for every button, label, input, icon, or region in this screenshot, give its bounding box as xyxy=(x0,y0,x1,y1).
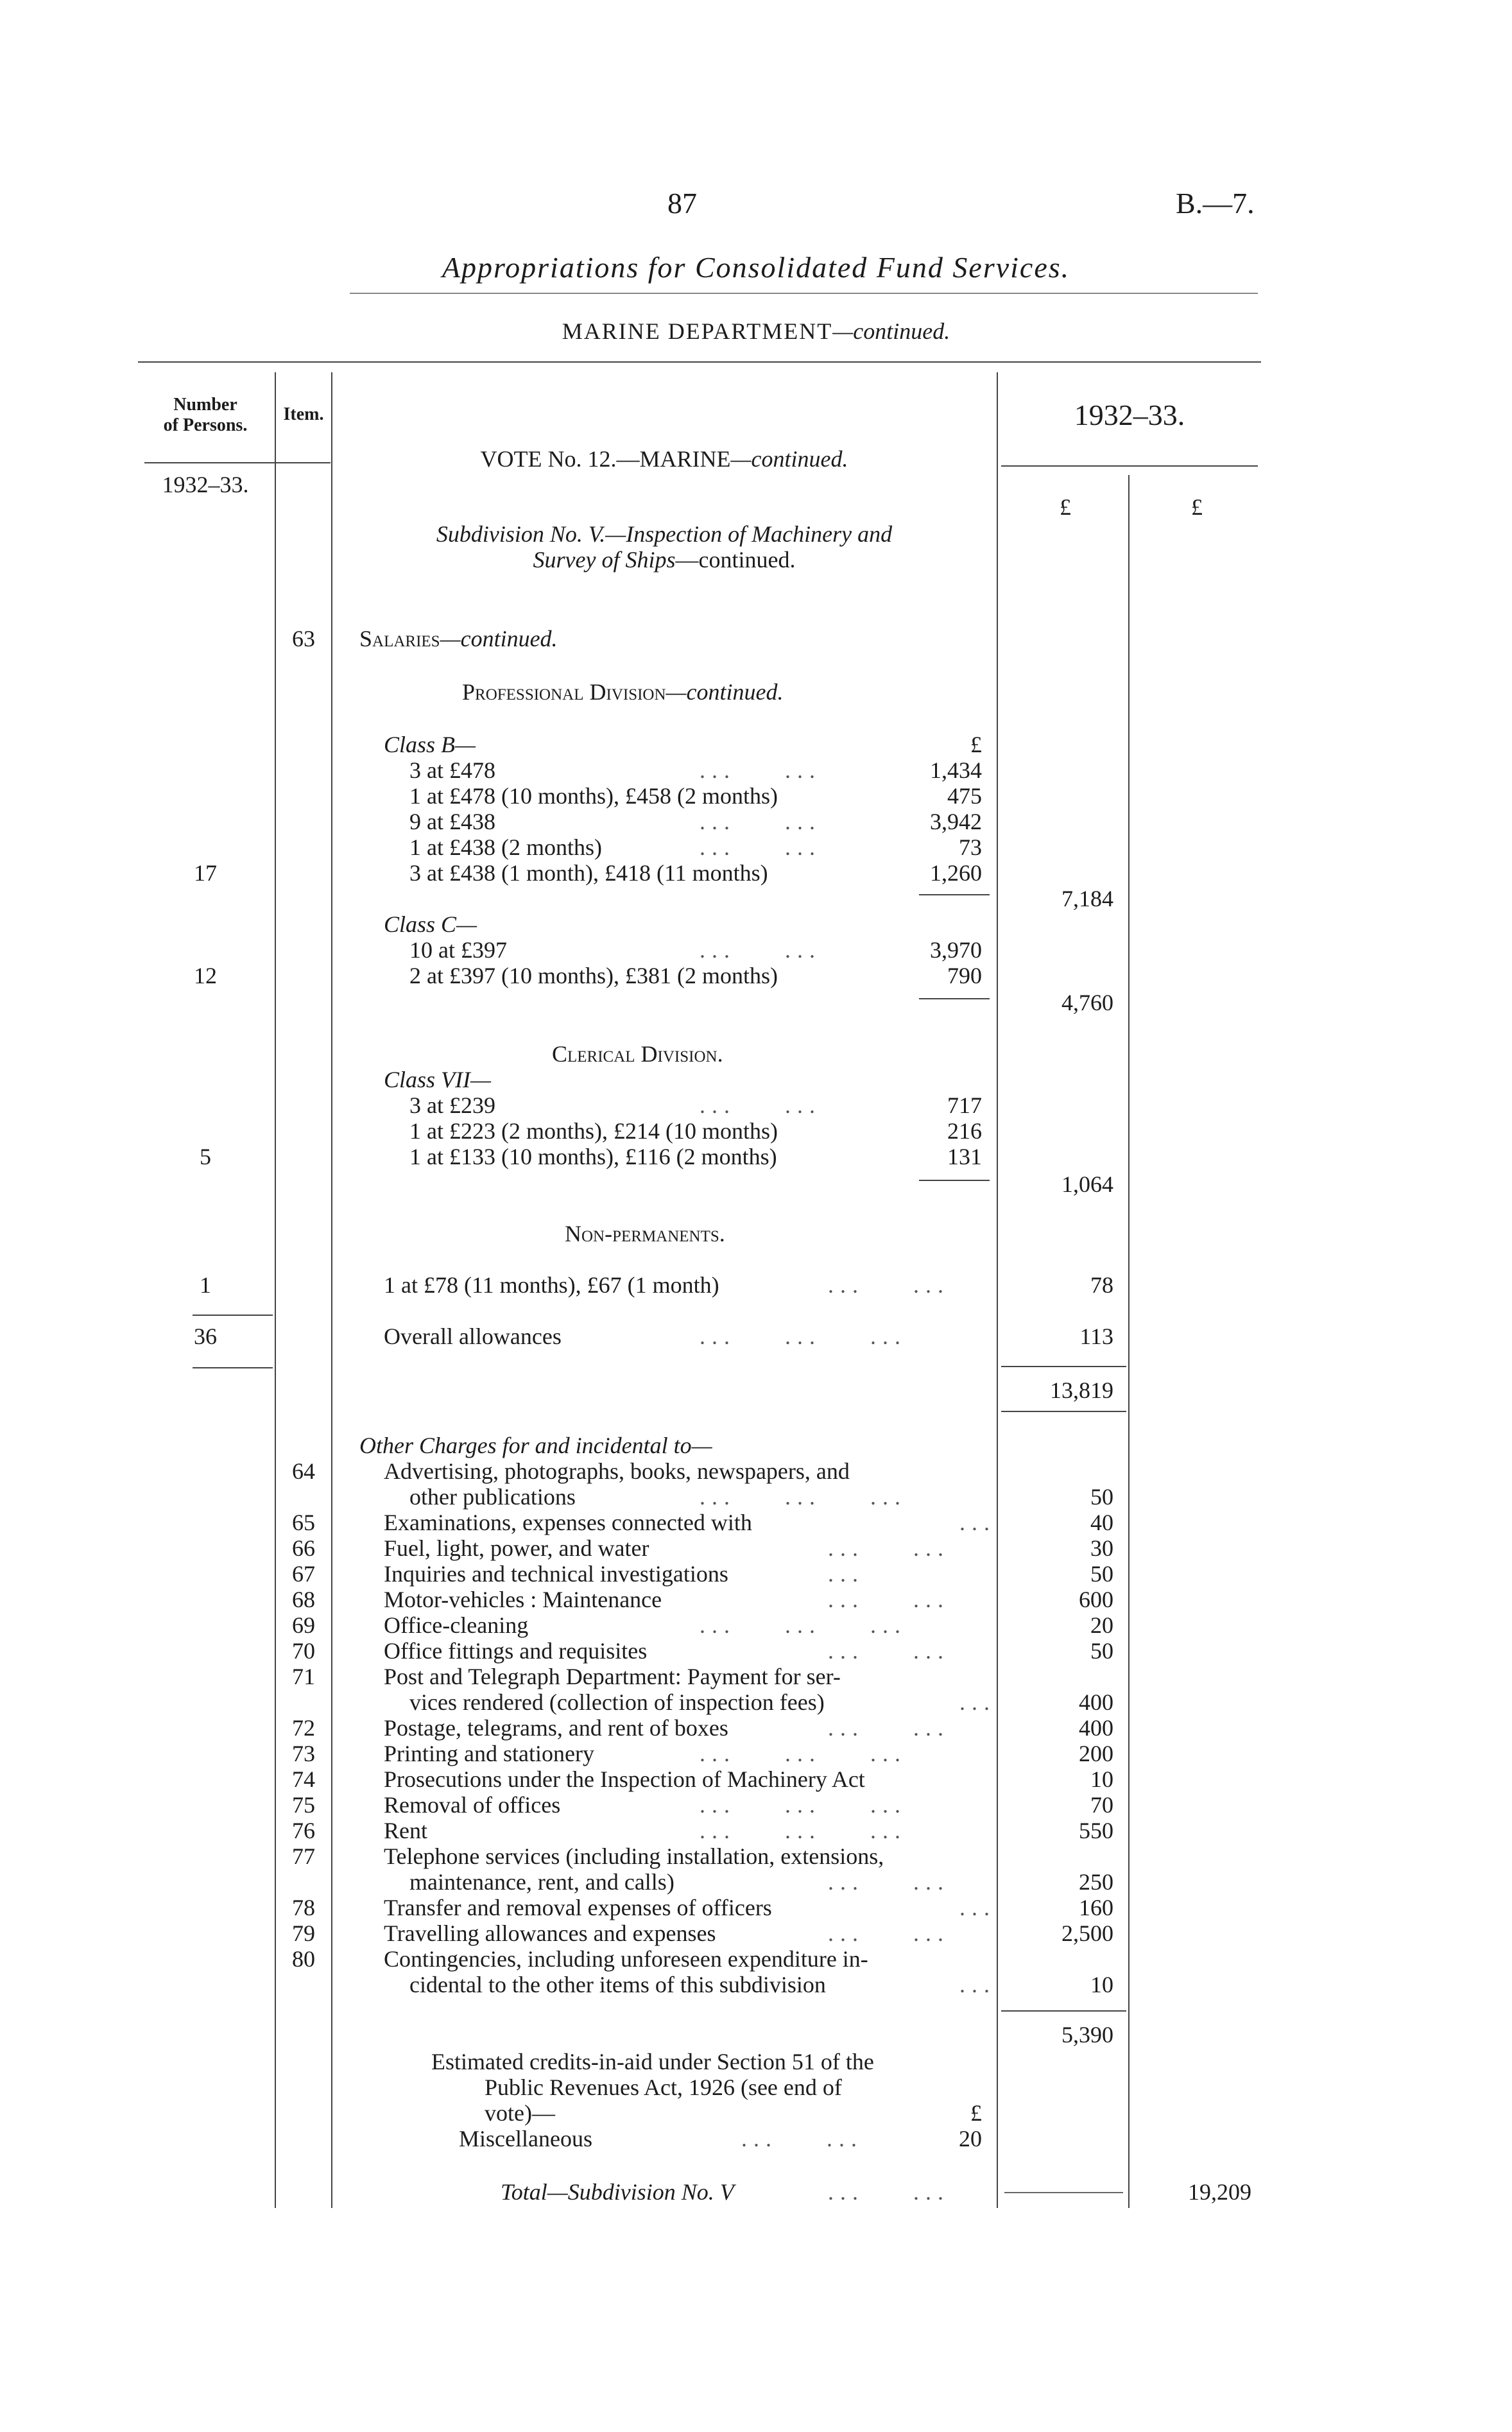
leader-dots: ... xyxy=(959,1972,996,1997)
charge-amount: 2,500 xyxy=(1061,1920,1113,1946)
item-number: 76 xyxy=(292,1818,315,1843)
charge-line: Contingencies, including unforeseen expenditure in- xyxy=(384,1946,868,1972)
leader-dots: ... ... ... xyxy=(700,1792,907,1818)
salary-line: 3 at £438 (1 month), £418 (11 months) xyxy=(409,860,768,886)
persons-head-rule xyxy=(144,462,331,463)
leader-dots: ... ... xyxy=(828,1920,950,1946)
page-number: 87 xyxy=(667,187,697,220)
estimate-year-header: 1932–33. xyxy=(1074,399,1185,431)
class-vii-label: Class VII— xyxy=(384,1067,492,1092)
salary-line: 3 at £478 xyxy=(409,757,495,783)
leader-dots: ... ... xyxy=(700,1092,821,1118)
subtotal-rule xyxy=(919,894,990,895)
class-vii-total: 1,064 xyxy=(1061,1171,1113,1197)
item-number: 63 xyxy=(292,626,315,651)
persons-count: 1 xyxy=(200,1272,211,1298)
charge-line-continued: other publications xyxy=(409,1484,576,1510)
salary-amount: 475 xyxy=(947,783,982,809)
desc-amount-divider xyxy=(997,372,998,2208)
other-charges-total-rule xyxy=(1001,2010,1126,2012)
charge-line: Printing and stationery xyxy=(384,1741,594,1766)
title-rule xyxy=(350,293,1258,294)
pound-symbol: £ xyxy=(970,2100,982,2126)
item-number: 75 xyxy=(292,1792,315,1818)
persons-count: 5 xyxy=(200,1144,211,1169)
charge-amount: 550 xyxy=(1079,1818,1113,1843)
other-charges-total: 5,390 xyxy=(1061,2022,1113,2048)
charge-line: Office-cleaning xyxy=(384,1612,529,1638)
salary-amount: 131 xyxy=(947,1144,982,1169)
charge-line: Inquiries and technical investigations xyxy=(384,1561,728,1587)
leader-dots: ... ... xyxy=(828,1715,950,1741)
leader-dots: ... ... ... xyxy=(700,1612,907,1638)
leader-dots: ... ... xyxy=(700,937,821,963)
item-number: 77 xyxy=(292,1843,315,1869)
charge-line: Telephone services (including installation, extensions, xyxy=(384,1843,884,1869)
charge-amount: 200 xyxy=(1079,1741,1113,1766)
charge-line-continued: vices rendered (collection of inspection fees) xyxy=(409,1689,825,1715)
salary-amount: 3,970 xyxy=(930,937,982,963)
charge-line: Postage, telegrams, and rent of boxes xyxy=(384,1715,728,1741)
total-dash xyxy=(1004,2192,1123,2193)
leader-dots: ... ... xyxy=(700,834,821,860)
charge-line: Prosecutions under the Inspection of Machinery Act xyxy=(384,1766,865,1792)
salary-line: 9 at £438 xyxy=(409,809,495,834)
item-number: 79 xyxy=(292,1920,315,1946)
charge-line: Transfer and removal expenses of officers xyxy=(384,1895,772,1920)
clerical-division-heading: Clerical Division. xyxy=(552,1041,723,1067)
charge-amount: 400 xyxy=(1079,1715,1113,1741)
item-number: 65 xyxy=(292,1510,315,1535)
leader-dots: ... ... ... xyxy=(700,1741,907,1766)
credits-line3: vote)— xyxy=(485,2100,555,2126)
item-number: 70 xyxy=(292,1638,315,1664)
class-b-label: Class B— xyxy=(384,732,476,757)
charge-amount: 600 xyxy=(1079,1587,1113,1612)
amount-divider xyxy=(1128,475,1130,2208)
salary-line: 1 at £438 (2 months) xyxy=(409,834,602,860)
charge-amount: 30 xyxy=(1090,1535,1113,1561)
item-number: 74 xyxy=(292,1766,315,1792)
non-permanents-heading: Non-permanents. xyxy=(565,1221,725,1246)
credits-line1: Estimated credits-in-aid under Section 51 of the xyxy=(431,2049,874,2074)
charge-line: Travelling allowances and expenses xyxy=(384,1920,716,1946)
pound-symbol: £ xyxy=(970,732,982,757)
non-permanents-amount: 78 xyxy=(1090,1272,1113,1298)
persons-count: 12 xyxy=(194,963,217,988)
leader-dots: ... xyxy=(959,1689,996,1715)
allowances-amount: 113 xyxy=(1079,1324,1113,1349)
leader-dots: ... ... ... xyxy=(700,1484,907,1510)
persons-total-rule xyxy=(193,1315,273,1316)
misc-amount: 20 xyxy=(959,2126,982,2152)
charge-line-continued: cidental to the other items of this subdivision xyxy=(409,1972,826,1997)
leader-dots: ... ... xyxy=(828,1638,950,1664)
charge-line: Advertising, photographs, books, newspapers, and xyxy=(384,1458,850,1484)
item-number: 66 xyxy=(292,1535,315,1561)
credits-line2: Public Revenues Act, 1926 (see end of xyxy=(485,2074,842,2100)
leader-dots: ... xyxy=(959,1895,996,1920)
persons-total: 36 xyxy=(194,1324,217,1349)
charge-amount: 70 xyxy=(1090,1792,1113,1818)
leader-dots: ... ... ... xyxy=(700,1324,907,1349)
charge-amount: 20 xyxy=(1090,1612,1113,1638)
subdivision-title-line1: Subdivision No. V.—Inspection of Machinery and xyxy=(436,521,893,547)
item-number: 69 xyxy=(292,1612,315,1638)
leader-dots: ... ... xyxy=(828,1869,950,1895)
salary-line: 1 at £478 (10 months), £458 (2 months) xyxy=(409,783,778,809)
item-number: 71 xyxy=(292,1664,315,1689)
salary-line: 3 at £239 xyxy=(409,1092,495,1118)
leader-dots: ... ... xyxy=(741,2126,863,2152)
subtotal-rule xyxy=(919,1180,990,1181)
charge-line: Removal of offices xyxy=(384,1792,561,1818)
charge-amount: 160 xyxy=(1079,1895,1113,1920)
item-number: 72 xyxy=(292,1715,315,1741)
charge-line: Office fittings and requisites xyxy=(384,1638,648,1664)
leader-dots: ... ... xyxy=(828,2179,950,2205)
leader-dots: ... ... xyxy=(828,1535,950,1561)
subtotal-rule xyxy=(919,998,990,999)
salary-amount: 717 xyxy=(947,1092,982,1118)
salary-amount: 73 xyxy=(959,834,982,860)
professional-division-heading: Professional Division—continued. xyxy=(462,679,784,705)
salary-line: 1 at £223 (2 months), £214 (10 months) xyxy=(409,1118,778,1144)
report-reference: B.—7. xyxy=(1176,187,1255,220)
salaries-total-bottom-rule xyxy=(1001,1411,1126,1412)
charge-amount: 50 xyxy=(1090,1638,1113,1664)
misc-label: Miscellaneous xyxy=(459,2126,592,2152)
item-number: 64 xyxy=(292,1458,315,1484)
salary-amount: 1,434 xyxy=(930,757,982,783)
pound-symbol-col2: £ xyxy=(1191,494,1203,520)
year-head-rule xyxy=(1001,465,1258,467)
leader-dots: ... ... xyxy=(700,809,821,834)
charge-amount: 400 xyxy=(1079,1689,1113,1715)
salary-amount: 1,260 xyxy=(930,860,982,886)
pound-symbol-col1: £ xyxy=(1060,494,1071,520)
item-number: 80 xyxy=(292,1946,315,1972)
charge-line: Motor-vehicles : Maintenance xyxy=(384,1587,662,1612)
salary-amount: 216 xyxy=(947,1118,982,1144)
salaries-total: 13,819 xyxy=(1050,1377,1113,1403)
salary-line: 1 at £133 (10 months), £116 (2 months) xyxy=(409,1144,777,1169)
class-c-label: Class C— xyxy=(384,911,477,937)
salaries-total-top-rule xyxy=(1001,1366,1126,1367)
salary-amount: 790 xyxy=(947,963,982,988)
grand-total: 19,209 xyxy=(1188,2179,1251,2205)
vote-heading: VOTE No. 12.—MARINE—continued. xyxy=(480,446,848,472)
charge-amount: 50 xyxy=(1090,1484,1113,1510)
salary-line: 10 at £397 xyxy=(409,937,507,963)
leader-dots: ... ... xyxy=(828,1587,950,1612)
item-number: 67 xyxy=(292,1561,315,1587)
subdivision-title-line2: Survey of Ships—continued. xyxy=(533,547,796,573)
item-desc-divider xyxy=(331,372,332,2208)
other-charges-heading: Other Charges for and incidental to— xyxy=(359,1433,712,1458)
page-title: Appropriations for Consolidated Fund Services. xyxy=(442,251,1070,284)
charge-line: Rent xyxy=(384,1818,427,1843)
item-column-header: Item. xyxy=(283,404,324,424)
leader-dots: ... xyxy=(828,1561,864,1587)
salary-line: 1 at £78 (11 months), £67 (1 month) xyxy=(384,1272,719,1298)
leader-dots: ... ... ... xyxy=(700,1818,907,1843)
salaries-heading: Salaries—continued. xyxy=(359,626,558,651)
charge-amount: 40 xyxy=(1090,1510,1113,1535)
salary-amount: 3,942 xyxy=(930,809,982,834)
department-heading: MARINE DEPARTMENT—continued. xyxy=(562,318,950,344)
charge-line: Post and Telegraph Department: Payment for ser- xyxy=(384,1664,841,1689)
charge-line: Fuel, light, power, and water xyxy=(384,1535,649,1561)
persons-count: 17 xyxy=(194,860,217,886)
table-top-rule xyxy=(138,361,1261,363)
class-b-total: 7,184 xyxy=(1061,886,1113,911)
charge-amount: 50 xyxy=(1090,1561,1113,1587)
salary-line: 2 at £397 (10 months), £381 (2 months) xyxy=(409,963,778,988)
charge-line: Examinations, expenses connected with xyxy=(384,1510,752,1535)
item-number: 78 xyxy=(292,1895,315,1920)
charge-amount: 10 xyxy=(1090,1766,1113,1792)
class-c-total: 4,760 xyxy=(1061,990,1113,1015)
persons-bottom-rule xyxy=(193,1367,273,1368)
salary-line: Overall allowances xyxy=(384,1324,562,1349)
item-number: 68 xyxy=(292,1587,315,1612)
charge-amount: 10 xyxy=(1090,1972,1113,1997)
charge-amount: 250 xyxy=(1079,1869,1113,1895)
leader-dots: ... ... xyxy=(828,1272,950,1298)
charge-line-continued: maintenance, rent, and calls) xyxy=(409,1869,674,1895)
persons-year: 1932–33. xyxy=(162,472,249,497)
persons-column-header: Number of Persons. xyxy=(163,395,248,435)
item-number: 73 xyxy=(292,1741,315,1766)
leader-dots: ... xyxy=(959,1510,996,1535)
leader-dots: ... ... xyxy=(700,757,821,783)
total-label: Total—Subdivision No. V xyxy=(501,2179,734,2205)
